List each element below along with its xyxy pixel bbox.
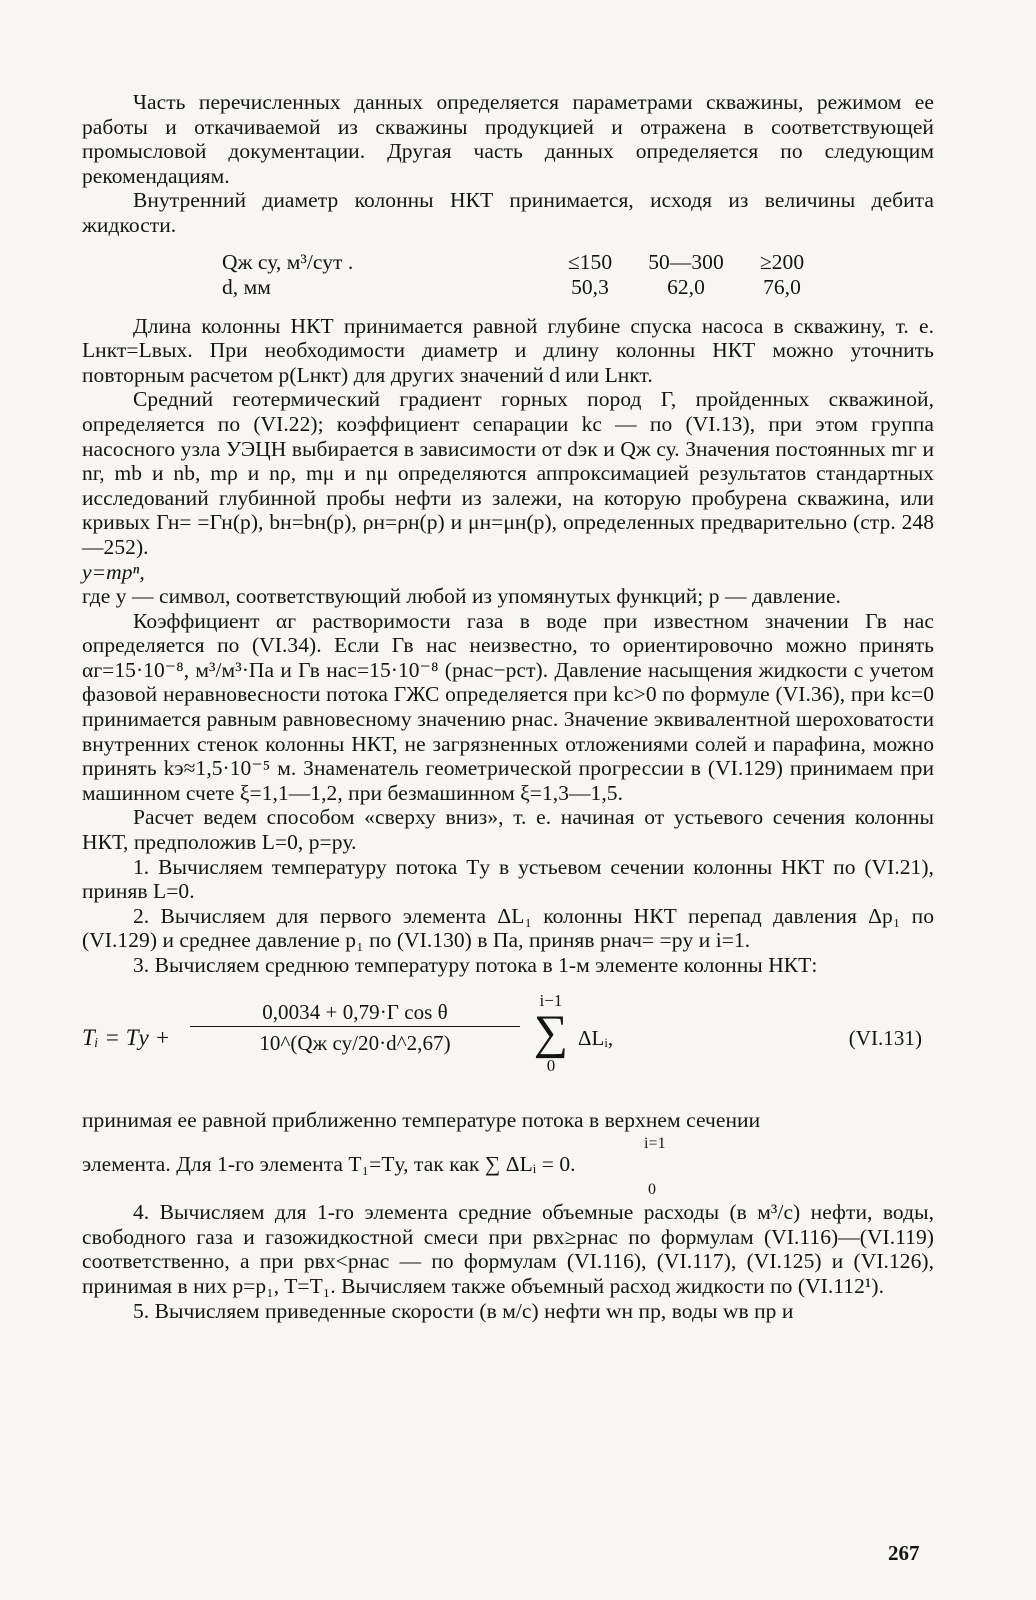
- equation-lhs: Tᵢ = Tу +: [82, 1024, 171, 1050]
- equation-denominator: 10^(Qж су/20·d^2,67): [259, 1031, 451, 1056]
- step-2: 2. Вычисляем для первого элемента ΔL₁ колонны НКТ перепад давления Δp₁ по (VI.129) и среднее давление p₁ по (VI.130) в Па, приняв pнач= =pу и i=1.: [82, 903, 934, 953]
- table-cell: 50,3: [571, 274, 609, 299]
- paragraph-6: где y — символ, соответствующий любой из упомянутых функций; p — давление.: [82, 584, 841, 609]
- equation-term: ΔLᵢ,: [578, 1025, 614, 1050]
- table-cell: ≥200: [759, 249, 805, 274]
- sum-lower-limit: 0: [546, 1055, 556, 1075]
- diameter-table: [222, 250, 830, 300]
- table-cell: 76,0: [763, 274, 801, 299]
- formula-line: y=mpⁿ,: [82, 559, 145, 584]
- step-4: 4. Вычисляем для 1-го элемента средние объемные расходы (в м³/с) нефти, воды, свободного газа и газожидкостной смеси при pвх≥pнас по формулам (VI.116)—(VI.119) соответственно, а при pвх<pнас — по формулам (VI.116), (VI.117), (VI.125) и (VI.126), принимая в них p=p₁, T=T₁. Вычисляем также объемный расход жидкости по (VI.112¹).: [82, 1200, 934, 1298]
- paragraph-12: принимая ее равной приближенно температуре потока в верхнем сечении: [82, 1107, 761, 1132]
- equation-numerator: 0,0034 + 0,79·Г cos θ: [190, 1000, 520, 1028]
- table-row-label: d, мм: [222, 274, 271, 299]
- table-row: [222, 275, 830, 300]
- sum-lower-limit: 0: [648, 1181, 657, 1199]
- sum-line: [82, 1132, 934, 1199]
- table-cell: ≤150: [567, 249, 613, 274]
- equation-fraction: [190, 1000, 520, 1056]
- page-text: [82, 90, 934, 1323]
- equation-number: (VI.131): [848, 1025, 922, 1050]
- paragraph-2: Внутренний диаметр колонны НКТ принимается, исходя из величины дебита жидкости.: [82, 188, 934, 237]
- sigma-icon: ∑: [533, 1005, 569, 1059]
- paragraph-13: элемента. Для 1-го элемента T₁=Tу, так как ∑ ΔLᵢ = 0.: [82, 1152, 576, 1177]
- step-3: 3. Вычисляем среднюю температуру потока в 1-м элементе колонны НКТ:: [133, 953, 818, 977]
- sum-upper-limit: i=1: [644, 1135, 666, 1153]
- table-row-label: Qж су, м³/сут .: [222, 249, 354, 274]
- step-5: 5. Вычисляем приведенные скорости (в м/с) нефти wн пр, воды wв пр и: [133, 1298, 794, 1323]
- paragraph-8: Расчет ведем способом «сверху вниз», т. е. начиная от устьевого сечения колонны НКТ, предположив L=0, p=pу.: [82, 805, 934, 855]
- paragraph-4: Средний геотермический градиент горных пород Г, пройденных скважиной, определяется по (VI.22); коэффициент сепарации kс — по (VI.13), при этом группа насосного узла УЭЦН выбирается в зависимости от dэк и Qж су. Значения постоянных mг и nг, mb и nb, mρ и nρ, mμ и nμ определяются аппроксимацией результатов стандартных исследований глубинной пробы нефти из залежи, на которую пробурена скважина, или кривых Гн= =Гн(p), bн=bн(p), ρн=ρн(p) и μн=μн(p), определенных предварительно (стр. 248—252).: [82, 387, 934, 559]
- table-cell: 50—300: [648, 249, 724, 274]
- equation-vi-131: [82, 992, 934, 1102]
- paragraph-7: Коэффициент αг растворимости газа в воде при известном значении Гв нас определяется по (VI.34). Если Гв нас неизвестно, то ориентировочно можно принять αг=15·10⁻⁸, м³/м³·Па и Гв нас=15·10⁻⁸ (pнас−pст). Давление насыщения жидкости с учетом фазовой неравновесности потока ГЖС определяется при kс>0 по формуле (VI.36), при kс=0 принимается равным равновесному значению pнас. Значение эквивалентной шероховатости внутренних стенок колонны НКТ, не загрязненных отложениями солей и парафина, можно принять kэ≈1,5·10⁻⁵ м. Знаменатель геометрической прогрессии в (VI.129) принимаем при машинном счете ξ=1,1—1,2, при безмашинном ξ=1,3—1,5.: [82, 608, 934, 805]
- paragraph-1: Часть перечисленных данных определяется параметрами скважины, режимом ее работы и откачиваемой из скважины продукцией и отражена в соответствующей промысловой документации. Другая часть данных определяется по следующим рекомендациям.: [82, 90, 934, 188]
- sum-upper-limit: i−1: [539, 990, 563, 1010]
- table-row: [222, 250, 830, 275]
- step-1: 1. Вычисляем температуру потока Tу в устьевом сечении колонны НКТ по (VI.21), приняв L=0.: [82, 854, 934, 904]
- sum-symbol: [526, 992, 576, 1074]
- page-number: 267: [888, 1541, 920, 1565]
- table-cell: 62,0: [667, 274, 705, 299]
- paragraph-3: Длина колонны НКТ принимается равной глубине спуска насоса в скважину, т. е. Lнкт=Lвых. При необходимости диаметр и длину колонны НКТ можно уточнить повторным расчетом p(Lнкт) для других значений d или Lнкт.: [82, 313, 934, 387]
